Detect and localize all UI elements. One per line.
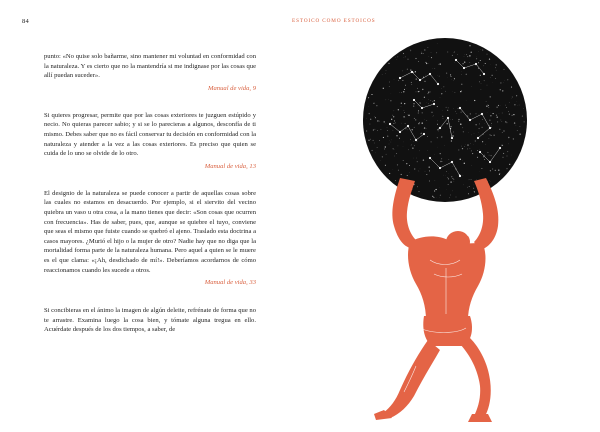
passage-text: punto: «No quise solo bañarme, sino mantener mi voluntad en conformidad con la naturaleza. Y es cierto que no la mantendría si me indignase por las cosas que allí puedan suceder».: [44, 53, 256, 80]
passage-text: Si concibieras en el ánimo la imagen de algún deleite, refrénate de forma que no te arrastre. Examina luego la cosa bien, y tómate alguna tregua en ello. Acuérdate después de los dos tiempos, a saber, de: [44, 307, 256, 334]
passage-attribution: Manual de vida, 13: [204, 162, 256, 170]
passage-attribution: Manual de vida, 33: [204, 279, 256, 287]
page-number: 84: [22, 18, 29, 25]
passage-attribution: Manual de vida, 9: [208, 84, 256, 92]
passage-text: El designio de la naturaleza se puede conocer a partir de aquellas cosas sobre las cuales no estamos en desacuerdo. Por ejemplo, si el siervito del vecino quiebra un vaso u otra cosa, a la mano tienes que decir: «Son cosas que ocurren con frecuencia». Has de saber, pues, que, aunque se quiebre el tuyo, conviene que seas el mismo que fuiste cuando se quebró el ajeno. Traslado esta doctrina a casos mayores. ¿Murió el hijo o la mujer de otro? Nadie hay que no diga que la mortalidad forma parte de la naturaleza humana. Pero aquel a quien se le muere es el que clama: «¡Ah, desdichado de mí!». Deberíamos acordarnos de cómo reaccionamos cuando les sucede a otros.: [44, 189, 256, 274]
atlas-figure: [374, 178, 498, 422]
running-head: ESTOICO COMO ESTOICOS: [292, 18, 376, 24]
atlas-illustration: [360, 28, 530, 428]
text-column: [44, 52, 256, 335]
celestial-sphere: [363, 38, 527, 202]
passage-text: Si quieres progresar, permite que por las cosas exteriores te juzguen estúpido y necio. No quieras parecer sabio; y si se lo parecieras a algunos, desconfía de ti mismo. Debes saber que no es fácil conservar tu decisión en conformidad con la naturaleza y atender a la vez a las cosas exteriores. Es preciso que quien se cuida de lo uno se olvide de lo otro.: [44, 111, 256, 158]
